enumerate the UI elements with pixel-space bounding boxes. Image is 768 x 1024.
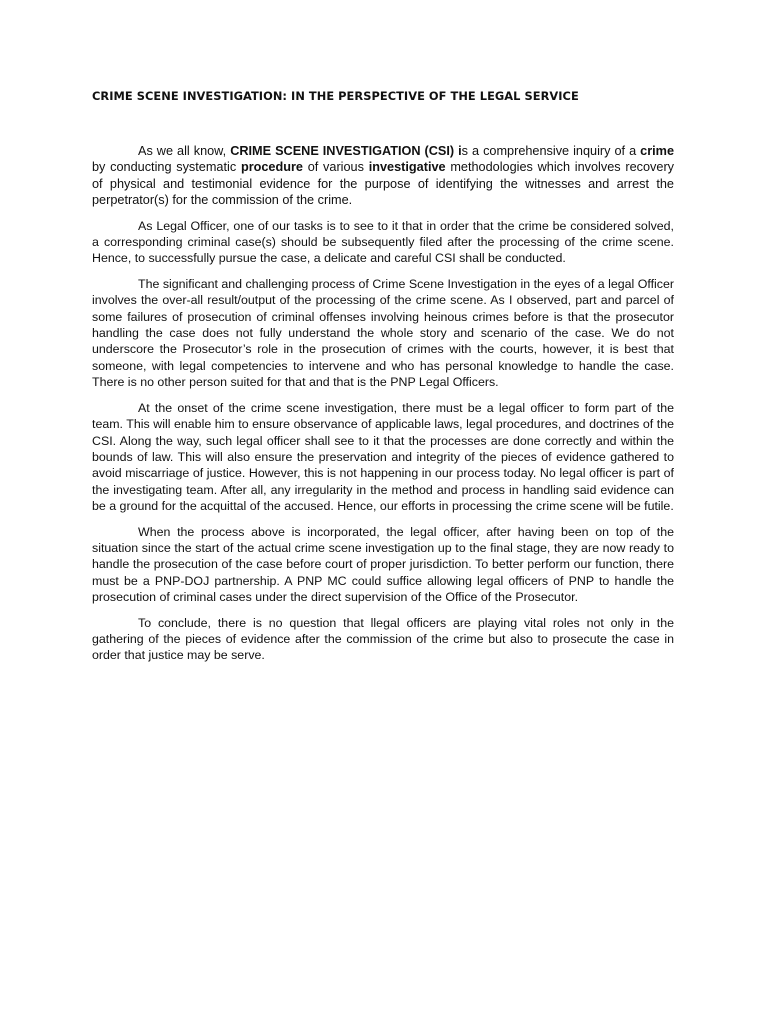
intro-text-3: by conducting systematic [92,160,237,175]
document-body [92,143,674,673]
intro-text-2: s a comprehensive inquiry of a [461,144,637,158]
intro-bold-csi: CRIME SCENE INVESTIGATION (CSI) i [230,144,462,158]
paragraph-incorporated: When the process above is incorporated, the legal officer, after having been on top of the situation since the start of the actual crime scene investigation up to the final stage, they are now ready to handle the prosecution of the case before court of proper jurisdiction. To better perform our function, there must be a PNP-DOJ partnership. A PNP MC could suffice allowing legal officers of PNP to handle the prosecution of criminal cases under the direct supervision of the Office of the Prosecutor. [92,524,674,605]
paragraph-legal-officer: As Legal Officer, one of our tasks is to see to it that in order that the crime be considered solved, a corresponding criminal case(s) should be subsequently filed after the processing of the crime scene. Hence, to successfully pursue the case, a delicate and careful CSI shall be conducted. [92,218,674,266]
intro-bold-procedure: procedure [240,160,303,175]
paragraph-onset: At the onset of the crime scene investigation, there must be a legal officer to form part of the team. This will enable him to ensure observance of applicable laws, legal procedures, and doctrines of the CSI. Along the way, such legal officer shall see to it that the processes are done correctly and within the bounds of law. This will also ensure the preservation and integrity of the pieces of evidence gathered to avoid miscarriage of justice. However, this is not happening in our process today. No legal officer is part of the investigating team. After all, any irregularity in the method and process in handling said evidence can be a ground for the acquittal of the accused. Hence, our efforts in processing the crime scene will be futile. [92,400,674,514]
intro-text-5: methodologies which involves recovery of physical and testimonial evidence for the purpose of identifying the witnesses and arrest the perpetrator(s) for the commission of the crime. [92,160,675,208]
intro-bold-crime: crime [640,144,675,158]
document-title: CRIME SCENE INVESTIGATION: IN THE PERSPECTIVE OF THE LEGAL SERVICE [92,89,579,103]
paragraph-significant-process: The significant and challenging process of Crime Scene Investigation in the eyes of a legal Officer involves the over-all result/output of the processing of the crime scene. As I observed, part and parcel of some failures of prosecution of criminal offenses involving heinous crimes before is that the prosecutor handling the case does not fully understand the whole story and scenario of the case. We do not underscore the Prosecutor’s role in the prosecution of crimes with the courts, however, it is best that someone, with legal competencies to intervene and who has personal knowledge to handle the case. There is no other person suited for that and that is the PNP Legal Officers. [92,276,674,390]
intro-paragraph [92,143,674,209]
intro-text-4: of various [307,160,364,175]
intro-text-1: As we all know, [138,144,227,158]
intro-bold-investigative: investigative [368,160,446,175]
paragraph-conclusion: To conclude, there is no question that llegal officers are playing vital roles not only in the gathering of the pieces of evidence after the commission of the crime but also to prosecute the case in order that justice may be serve. [92,615,674,663]
